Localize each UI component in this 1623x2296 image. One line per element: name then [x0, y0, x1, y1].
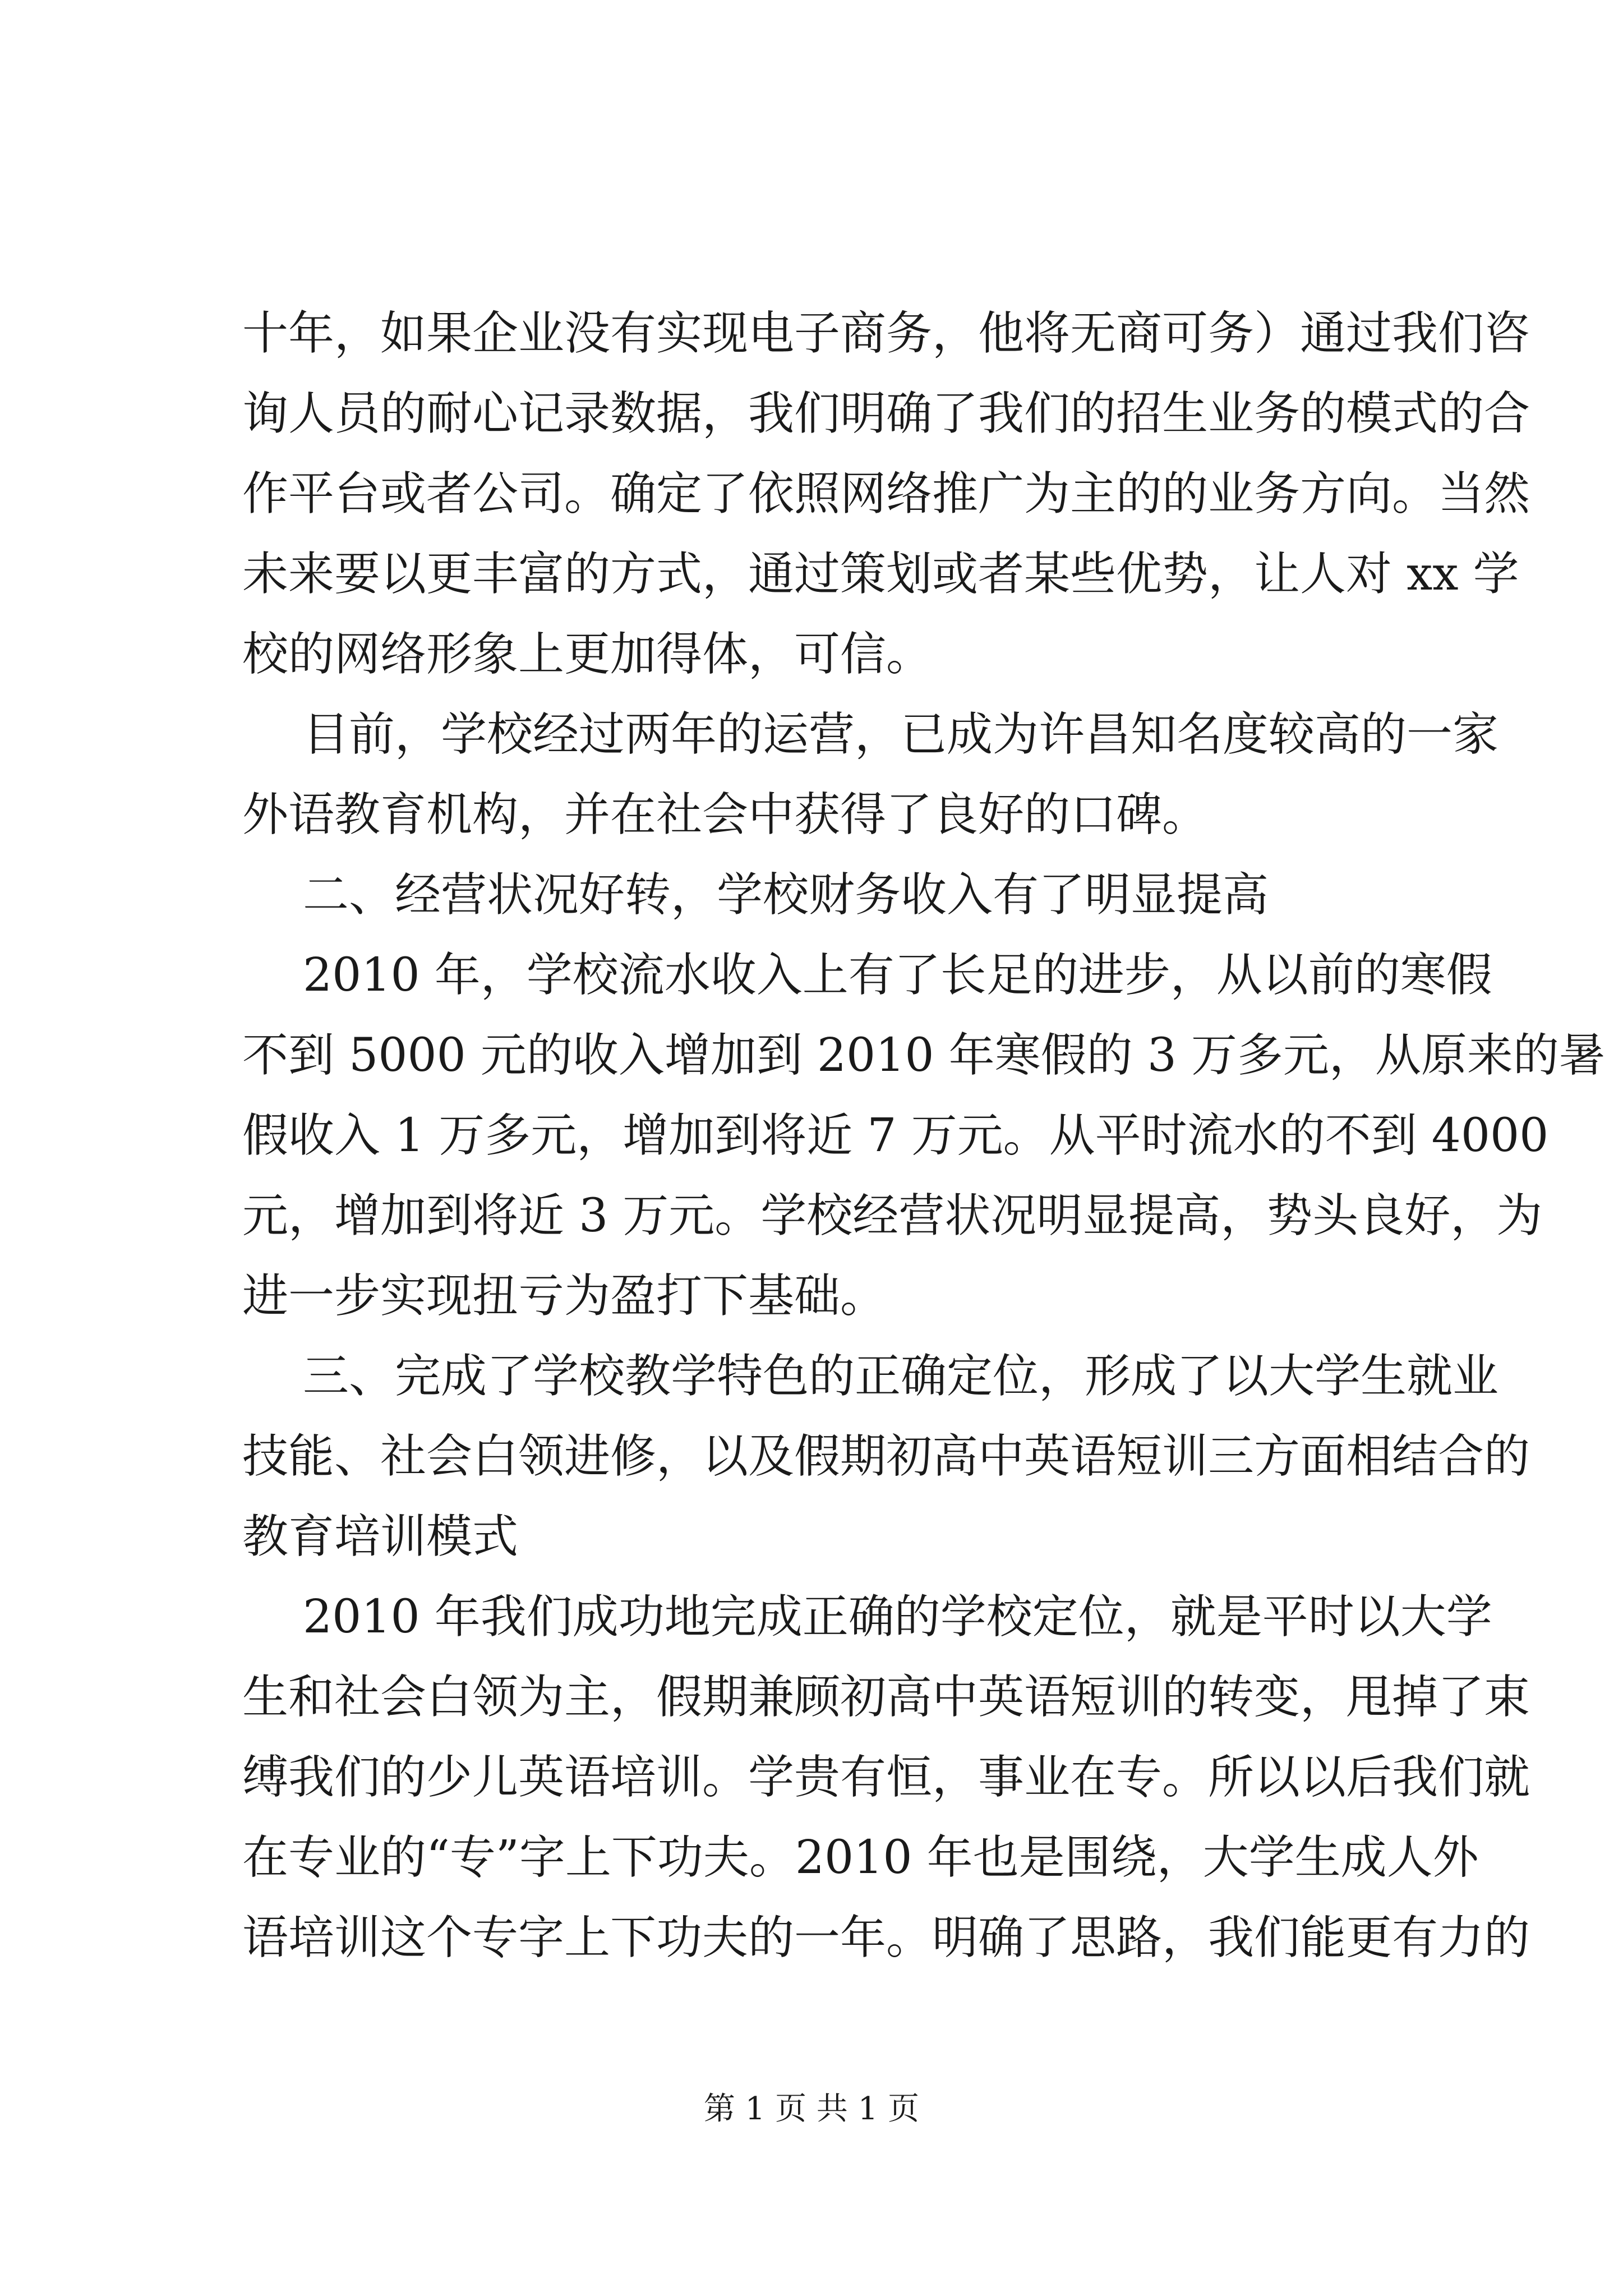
text-line-13: 进一步实现扭亏为盈打下基础。 [242, 1269, 887, 1323]
text-line-1: 十年，如果企业没有实现电子商务，他将无商可务）通过我们咨 [242, 307, 1530, 360]
section-heading-2: 二、经营状况好转，学校财务收入有了明显提高 [303, 868, 1269, 922]
text-line-5: 校的网络形象上更加得体，可信。 [242, 628, 933, 681]
text-line-7: 外语教育机构，并在社会中获得了良好的口碑。 [242, 788, 1209, 841]
section-heading-3-line-3: 教育培训模式 [242, 1510, 519, 1563]
section-heading-3-line-2: 技能、社会白领进修，以及假期初高中英语短训三方面相结合的 [242, 1430, 1530, 1483]
text-line-18: 生和社会白领为主，假期兼顾初高中英语短训的转变，甩掉了束 [242, 1671, 1530, 1724]
text-line-11: 假收入 1 万多元，增加到将近 7 万元。从平时流水的不到 4000 [242, 1109, 1549, 1162]
text-line-6: 目前，学校经过两年的运营，已成为许昌知名度较高的一家 [303, 708, 1499, 761]
section-heading-3-line-1: 三、完成了学校教学特色的正确定位，形成了以大学生就业 [303, 1350, 1499, 1403]
text-line-2: 询人员的耐心记录数据，我们明确了我们的招生业务的模式的合 [242, 387, 1530, 440]
text-line-20: 在专业的“专”字上下功夫。2010 年也是围绕，大学生成人外 [242, 1831, 1479, 1884]
text-line-9: 2010 年，学校流水收入上有了长足的进步，从以前的寒假 [303, 949, 1492, 1002]
text-line-10: 不到 5000 元的收入增加到 2010 年寒假的 3 万多元，从原来的暑 [242, 1029, 1605, 1082]
text-line-21: 语培训这个专字上下功夫的一年。明确了思路，我们能更有力的 [242, 1911, 1530, 1964]
text-line-3: 作平台或者公司。确定了依照网络推广为主的的业务方向。当然 [242, 467, 1530, 521]
text-line-12: 元，增加到将近 3 万元。学校经营状况明显提高，势头良好，为 [242, 1189, 1543, 1243]
text-line-4: 未来要以更丰富的方式，通过策划或者某些优势，让人对 xx 学 [242, 547, 1519, 601]
text-line-19: 缚我们的少儿英语培训。学贵有恒，事业在专。所以以后我们就 [242, 1751, 1530, 1804]
page-number-footer: 第 1 页 共 1 页 [703, 2091, 920, 2127]
text-line-17: 2010 年我们成功地完成正确的学校定位，就是平时以大学 [303, 1590, 1492, 1644]
